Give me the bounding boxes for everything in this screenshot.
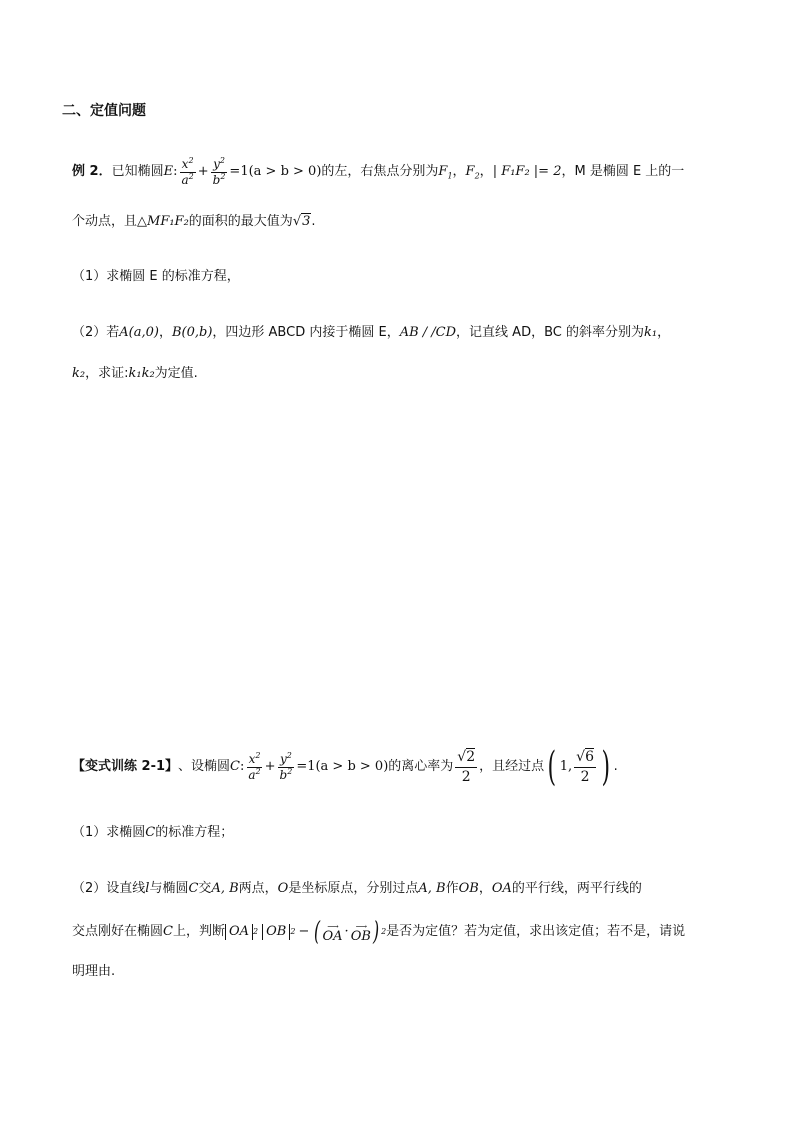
text: ， (158, 325, 172, 340)
text: ，记直线 AD，BC 的斜率分别为 (456, 325, 644, 340)
text: 与椭圆 (149, 881, 189, 896)
text: 的离心率为 (388, 759, 454, 774)
equation-rhs: =1(a > b > 0) (229, 164, 322, 179)
point-y-fraction: $\frac{√6}{2}$ (576, 748, 595, 785)
text: 个动点，且 (72, 214, 138, 229)
focal-distance: | F₁F₂ |= 2 (492, 164, 562, 179)
points-ab: A, B (211, 881, 239, 896)
variant-q2-line3: 明理由. (72, 964, 116, 979)
text: 的左，右焦点分别为 (321, 164, 439, 179)
sqrt-3: √3 (292, 214, 311, 229)
text: 为定值. (154, 366, 198, 381)
slope-k1: k₁ (643, 325, 658, 340)
text: 的面积的最大值为 (188, 214, 293, 229)
equation-rhs: =1(a > b > 0) (296, 759, 389, 774)
example2-q2-line2 (72, 364, 722, 384)
text: 是否为定值？若为定值，求出该定值；若不是，请说 (386, 924, 686, 939)
text: ， (657, 325, 671, 340)
text: ，四边形 ABCD 内接于椭圆 E， (212, 325, 400, 340)
line-l: l (145, 881, 150, 896)
ellipse-name: C (188, 881, 199, 896)
text: ， (479, 164, 493, 179)
ellipse-name: C (230, 759, 240, 774)
variant-line1: 【变式训练 2-1】 、设椭圆 C : $\frac{x^2}{a^2}$ + $\frac{y^2}{b^2}$ =1(a > b > 0) 的离心率为 $\frac{√2}{2}$ ，且经过点 ( 1, $\frac{√6}{2}$ ) . (72, 744, 618, 790)
text: ，且经过点 (479, 759, 545, 774)
point-b: B(0,b) (171, 325, 213, 340)
text: . (311, 214, 316, 229)
fraction-y-b: $\frac{y^2}{b^2}$ (279, 750, 293, 782)
example2-q2-line1 (72, 323, 722, 343)
vector-oa: ⟶ OA (322, 922, 343, 944)
text: 的标准方程； (155, 825, 234, 840)
text: 已知椭圆 (111, 164, 164, 179)
text: 的平行线，两平行线的 (511, 881, 642, 896)
parallel-relation: AB / /CD (399, 325, 457, 340)
text: 上，判断 (172, 924, 225, 939)
ellipse-name: C (163, 924, 173, 939)
text: （2）设直线 (72, 881, 146, 896)
variant-q2-line1 (72, 879, 722, 899)
fraction-x-a: $\frac{x^2}{a^2}$ (181, 155, 194, 187)
triangle-label: △MF₁F₂ (137, 214, 189, 229)
example2-line2 (72, 212, 722, 232)
text: 作 (445, 881, 459, 896)
focus-f2: $F_2$ (465, 164, 480, 181)
segment-ob: OB (458, 881, 479, 896)
point-x: 1, (559, 759, 573, 774)
product-k1k2: k₁k₂ (128, 366, 155, 381)
focus-f1: $F_1$ (438, 164, 453, 181)
norm-ob: OB (262, 924, 290, 940)
example-label: 例 2． (72, 164, 112, 179)
example2-q1: （1）求椭圆 E 的标准方程， (72, 269, 240, 284)
ellipse-name: E (163, 164, 174, 179)
variant-label: 【变式训练 2-1】 (72, 759, 179, 774)
expression: OA 2 OB 2 − ( ⟶ OA · ⟶ OB ) 2 (225, 919, 386, 945)
text: （1）求椭圆 (72, 825, 146, 840)
variant-q2-line2 (72, 918, 722, 946)
fraction-x-a: $\frac{x^2}{a^2}$ (248, 750, 261, 782)
fraction-y-b: $\frac{y^2}{b^2}$ (212, 155, 226, 187)
vector-ob: ⟶ OB (350, 922, 371, 944)
eccentricity-fraction: $\frac{√2}{2}$ (457, 748, 476, 785)
text: ，M 是椭圆 E 上的一 (561, 164, 685, 179)
text: . (613, 759, 618, 774)
example2-line1: 例 2． 已知椭圆 E : $\frac{x^2}{a^2}$ + $\frac{y^2}{b^2}$ =1(a > b > 0) 的左，右焦点分别为 $F_1$ ， $F_2$ ， | F₁F₂ |= 2 ，M 是椭圆 E 上的一 (72, 155, 685, 187)
slope-k2: k₂ (72, 366, 86, 381)
text: ， (478, 881, 492, 896)
segment-oa: OA (491, 881, 512, 896)
points-ab: A, B (418, 881, 446, 896)
text: 两点， (238, 881, 278, 896)
point-a: A(a,0) (119, 325, 159, 340)
text: 交点刚好在椭圆 (72, 924, 164, 939)
norm-oa: OA (225, 924, 253, 940)
text: 、设椭圆 (178, 759, 231, 774)
text: 是坐标原点，分别过点 (288, 881, 419, 896)
text: ，求证: (85, 366, 129, 381)
origin-o: O (277, 881, 289, 896)
right-paren: ) (601, 744, 611, 790)
variant-q1 (72, 823, 722, 843)
text: （2）若 (72, 325, 120, 340)
ellipse-name: C (145, 825, 156, 840)
text: 交 (198, 881, 212, 896)
text: ， (452, 164, 466, 179)
left-paren: ( (547, 744, 557, 790)
section-heading: 二、定值问题 (62, 103, 146, 119)
